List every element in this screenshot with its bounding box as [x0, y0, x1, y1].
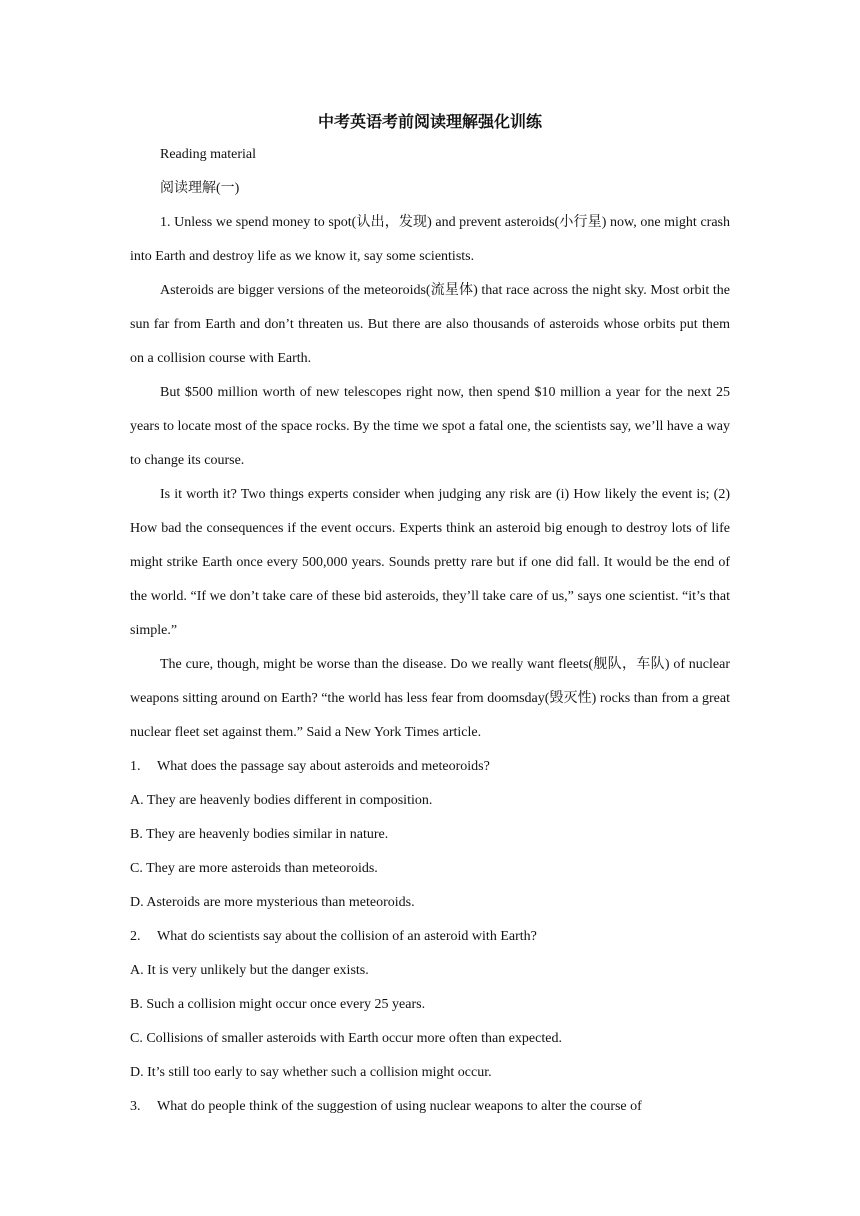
section-label: Reading material — [160, 147, 257, 162]
passage-paragraph-5: The cure, though, might be worse than the disease. Do we really want fleets(舰队，车队) of nuclear weapons sitting around on Earth? “the world has less fear from doomsday(毁灭性) rocks than from a great nuclear fleet set against them.” Said a New York Times article. — [130, 657, 730, 740]
question-2-option-c: C. Collisions of smaller asteroids with Earth occur more often than expected. — [130, 1031, 562, 1046]
question-number: 1. — [130, 759, 141, 774]
question-3 — [130, 1090, 730, 1124]
document-title: 中考英语考前阅读理解强化训练 — [317, 112, 542, 131]
question-2-option-a: A. It is very unlikely but the danger exists. — [130, 963, 369, 978]
question-text: What do scientists say about the collision of an asteroid with Earth? — [157, 929, 537, 944]
question-text: What does the passage say about asteroids and meteoroids? — [157, 759, 490, 774]
passage-paragraph-1: 1. Unless we spend money to spot(认出，发现) and prevent asteroids(小行星) now, one might crash into Earth and destroy life as we know it, say some scientists. — [130, 215, 730, 264]
question-2-option-d: D. It’s still too early to say whether such a collision might occur. — [130, 1065, 492, 1080]
passage-paragraph-3: But $500 million worth of new telescopes right now, then spend $10 million a year for the next 25 years to locate most of the space rocks. By the time we spot a fatal one, the scientists say, we’ll have a way to change its course. — [130, 385, 730, 468]
question-number: 2. — [130, 929, 141, 944]
question-1 — [130, 750, 730, 784]
document-body — [130, 138, 730, 1124]
passage-paragraph-2: Asteroids are bigger versions of the meteoroids(流星体) that race across the night sky. Most orbit the sun far from Earth and don’t threaten us. But there are also thousands of asteroids whose orbits put them on a collision course with Earth. — [130, 283, 730, 366]
question-1-option-c: C. They are more asteroids than meteoroids. — [130, 861, 378, 876]
passage-paragraph-4: Is it worth it? Two things experts consider when judging any risk are (i) How likely the event is; (2) How bad the consequences if the event occurs. Experts think an asteroid big enough to destroy lots of life might strike Earth once every 500,000 years. Sounds pretty rare but if one did fall. It would be the end of the world. “If we don’t take care of these bid asteroids, they’ll take care of us,” says one scientist. “it’s that simple.” — [130, 487, 730, 638]
question-2-option-b: B. Such a collision might occur once every 25 years. — [130, 997, 426, 1012]
question-number: 3. — [130, 1099, 141, 1114]
question-text: What do people think of the suggestion of using nuclear weapons to alter the course of — [157, 1099, 642, 1114]
subsection-label: 阅读理解(一) — [160, 181, 240, 196]
question-1-option-b: B. They are heavenly bodies similar in nature. — [130, 827, 389, 842]
question-1-option-d: D. Asteroids are more mysterious than meteoroids. — [130, 895, 415, 910]
question-2 — [130, 920, 730, 954]
question-1-option-a: A. They are heavenly bodies different in composition. — [130, 793, 433, 808]
